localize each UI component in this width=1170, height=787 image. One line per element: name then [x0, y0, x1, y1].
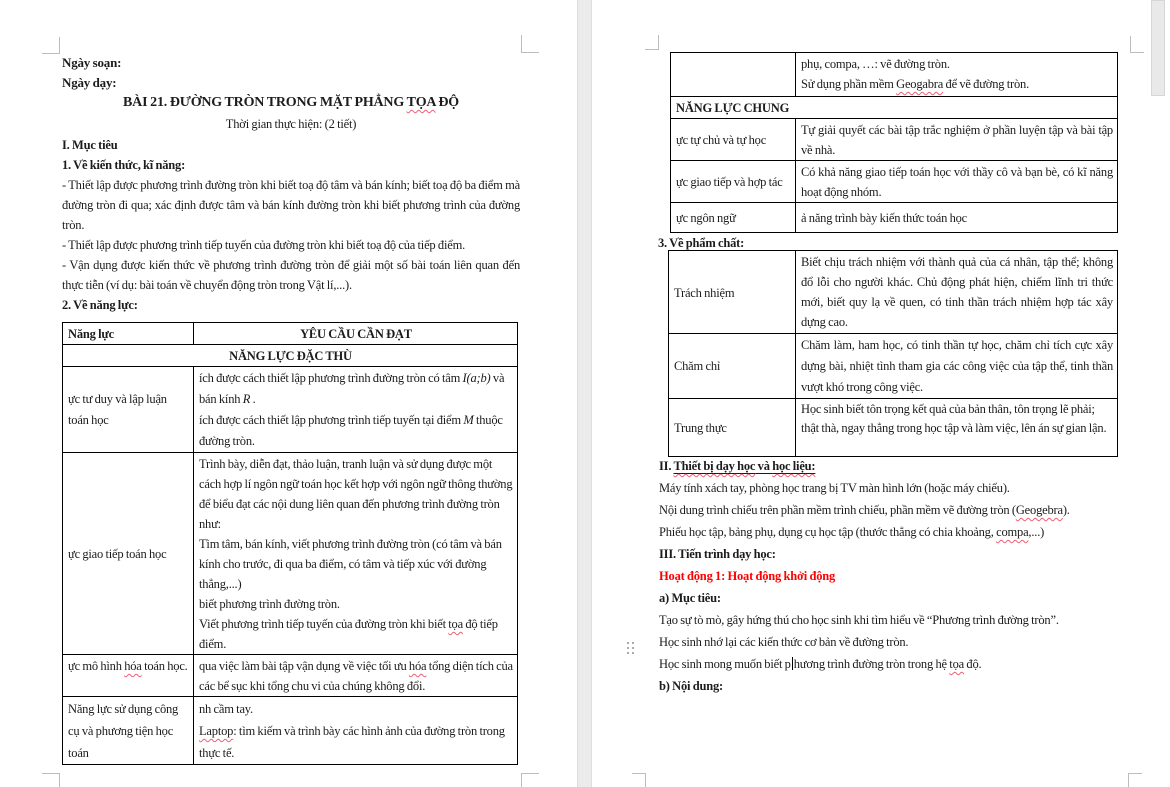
- section-heading-objectives: I. Mục tiêu: [62, 138, 118, 152]
- text-boundary-mark: [645, 35, 659, 50]
- paragraph: - Thiết lập được phương trình tiếp tuyến của đường tròn khi biết toạ độ của tiếp điểm.: [62, 238, 466, 252]
- table-cell: qua việc làm bài tập vận dụng về việc tối ưu hóa tổng diện tích của các bể sục khi tổng chu vi của chúng không đổi.: [194, 655, 518, 697]
- text-boundary-mark: [42, 773, 60, 787]
- table-cell: Biết chịu trách nhiệm với thành quả của cá nhân, tập thể; không đổ lỗi cho người khác. Chủ động phát hiện, chiếm lĩnh tri thức mới, biết quy lạ về quen, có tinh thần trách nhiệm hợp tác xây dựng cao.: [796, 251, 1118, 334]
- paragraph: Máy tính xách tay, phòng học trang bị TV màn hình lớn (hoặc máy chiếu).: [659, 481, 1010, 495]
- misspelled-word: Laptop: [199, 724, 234, 738]
- row-label: ực ngôn ngữ: [671, 203, 796, 233]
- text-cursor: [792, 657, 793, 670]
- date-prepared-line: Ngày soạn:: [62, 55, 122, 70]
- table-cell: ích được cách thiết lập phương trình đường tròn có tâm I(a;b) và bán kính R . ích được cách thiết lập phương trình tiếp tuyến tại điểm M thuộc đường tròn.: [194, 367, 518, 453]
- misspelled-word: Geogebra: [1015, 503, 1063, 517]
- subsection-qualities: 3. Về phẩm chất:: [658, 236, 745, 250]
- paragraph: - Thiết lập được phương trình đường tròn khi biết toạ độ tâm và bán kính; biết toạ độ ba điểm mà đường tròn đi qua; xác định được tâm và bán kính đường tròn khi biết phương trình của đường tròn.: [62, 178, 520, 232]
- table-cell: Có khả năng giao tiếp toán học với thầy cô và bạn bè, có kĩ năng hoạt động nhóm.: [796, 161, 1118, 203]
- row-label: Trách nhiệm: [669, 251, 796, 334]
- competency-table-continued: [670, 52, 1118, 233]
- page-gap: [577, 0, 592, 787]
- row-label: ực giao tiếp toán học: [63, 453, 194, 655]
- table-cell: Trình bày, diễn đạt, thảo luận, tranh luận và sử dụng được một cách hợp lí ngôn ngữ toán học kết hợp với ngôn ngữ thông thường để biểu đạt các nội dung liên quan đến phương trình đường tròn như: Tìm tâm, bán kính, viết phương trình đường tròn (có tâm và bán kính cho trước, đi qua ba điểm, có tâm và tiếp xúc với đường thẳng,...) biết phương trình đường tròn. Viết phương trình tiếp tuyến của đường tròn khi biết tọa độ tiếp điểm.: [194, 453, 518, 655]
- row-label: Trung thực: [669, 399, 796, 457]
- activity-heading: Hoạt động 1: Hoạt động khởi động: [659, 569, 836, 583]
- table-cell: Chăm làm, ham học, có tinh thần tự học, chăm chỉ tích cực xây dựng bài, nhiệt tình tham gia các công việc của tập thể, tinh thần vượt khó trong công việc.: [796, 334, 1118, 399]
- misspelled-word: Thiết bị dạy học: [673, 459, 756, 473]
- paragraph: - Vận dụng được kiến thức về phương trình đường tròn để giải một số bài toán liên quan đến thực tiễn (ví dụ: bài toán về chuyển động tròn trong Vật lí,...).: [62, 258, 520, 292]
- subsection-knowledge-skills: 1. Về kiến thức, kĩ năng:: [62, 158, 186, 172]
- paragraph: Tạo sự tò mò, gây hứng thú cho học sinh khi tìm hiểu về “Phương trình đường tròn”.: [659, 613, 1059, 627]
- text-boundary-mark: [521, 35, 539, 53]
- text-boundary-mark: [42, 37, 60, 54]
- lesson-duration: Thời gian thực hiện: (2 tiết): [225, 117, 357, 131]
- text-boundary-mark: [1128, 773, 1142, 787]
- math-expression: R: [242, 392, 251, 406]
- section-heading-process: III. Tiến trình dạy học:: [659, 547, 776, 561]
- paragraph: Nội dung trình chiếu trên phần mềm trình chiếu, phần mềm vẽ đường tròn (Geogebra).: [659, 503, 1070, 517]
- competency-table: [62, 322, 518, 765]
- table-cell: phụ, compa, …: vẽ đường tròn. Sử dụng phần mềm Geogabra để vẽ đường tròn.: [796, 53, 1118, 97]
- section-heading-equipment: II. Thiết bị dạy học và học liệu:: [659, 459, 816, 473]
- page-2[interactable]: [592, 0, 1170, 787]
- misspelled-word: TỌA: [406, 95, 436, 110]
- paragraph: Học sinh nhớ lại các kiến thức cơ bản về đường tròn.: [659, 635, 909, 649]
- subheading-content: b) Nội dung:: [659, 679, 723, 693]
- subheading-goal: a) Mục tiêu:: [659, 591, 721, 605]
- math-expression: M: [463, 413, 474, 427]
- table-section-row: NĂNG LỰC CHUNG: [671, 97, 1118, 119]
- misspelled-word: Geogabra: [896, 77, 944, 91]
- text-boundary-mark: [1130, 36, 1144, 53]
- misspelled-word: tọa: [949, 657, 964, 671]
- table-cell: Học sinh biết tôn trọng kết quả của bản thân, tôn trọng lẽ phải; thật thà, ngay thẳng trong học tập và làm việc, lên án sự gian lận.: [796, 399, 1118, 457]
- misspelled-word: hóa: [408, 659, 427, 673]
- misspelled-word: compa: [996, 525, 1029, 539]
- table-cell: nh cầm tay. Laptop: tìm kiếm và trình bày các hình ảnh của đường tròn trong thực tế.: [194, 697, 518, 765]
- row-label: ực tự chủ và tự học: [671, 119, 796, 161]
- date-taught-line: Ngày dạy:: [62, 75, 117, 90]
- lesson-title: BÀI 21. ĐƯỜNG TRÒN TRONG MẶT PHẲNG TỌA ĐỘ: [123, 95, 459, 110]
- table-cell-empty: [671, 53, 796, 97]
- table-section-row: NĂNG LỰC ĐẶC THÙ: [63, 345, 518, 367]
- table-cell: ả năng trình bày kiến thức toán học: [796, 203, 1118, 233]
- paragraph: Học sinh mong muốn biết p hương trình đường tròn trong hệ tọa độ.: [659, 657, 982, 671]
- scrollbar-thumb[interactable]: [1151, 0, 1165, 96]
- misspelled-word: tọa: [448, 617, 463, 631]
- row-label: Chăm chỉ: [669, 334, 796, 399]
- row-label: ực giao tiếp và hợp tác: [671, 161, 796, 203]
- qualities-table: [668, 250, 1118, 457]
- paragraph: Phiếu học tập, bảng phụ, dụng cụ học tập (thước thẳng có chia khoảng, compa,...): [659, 525, 1045, 539]
- text-boundary-mark: [632, 773, 646, 787]
- subsection-competencies: 2. Về năng lực:: [62, 298, 138, 312]
- text-boundary-mark: [521, 773, 539, 787]
- math-expression: I(a;b): [462, 371, 491, 385]
- row-label: ực mô hình hóa toán học.: [63, 655, 194, 697]
- column-header: YÊU CẦU CẦN ĐẠT: [194, 323, 518, 345]
- misspelled-word: học liệu:: [772, 459, 816, 473]
- row-label: ực tư duy và lập luận toán học: [63, 367, 194, 453]
- table-cell: Tự giải quyết các bài tập trắc nghiệm ở phần luyện tập và bài tập về nhà.: [796, 119, 1118, 161]
- drag-handle-icon[interactable]: [627, 642, 639, 659]
- page-1[interactable]: [0, 0, 577, 787]
- misspelled-word: hóa: [124, 659, 142, 673]
- column-header: Năng lực: [63, 323, 194, 345]
- row-label: Năng lực sử dụng công cụ và phương tiện học toán: [63, 697, 194, 765]
